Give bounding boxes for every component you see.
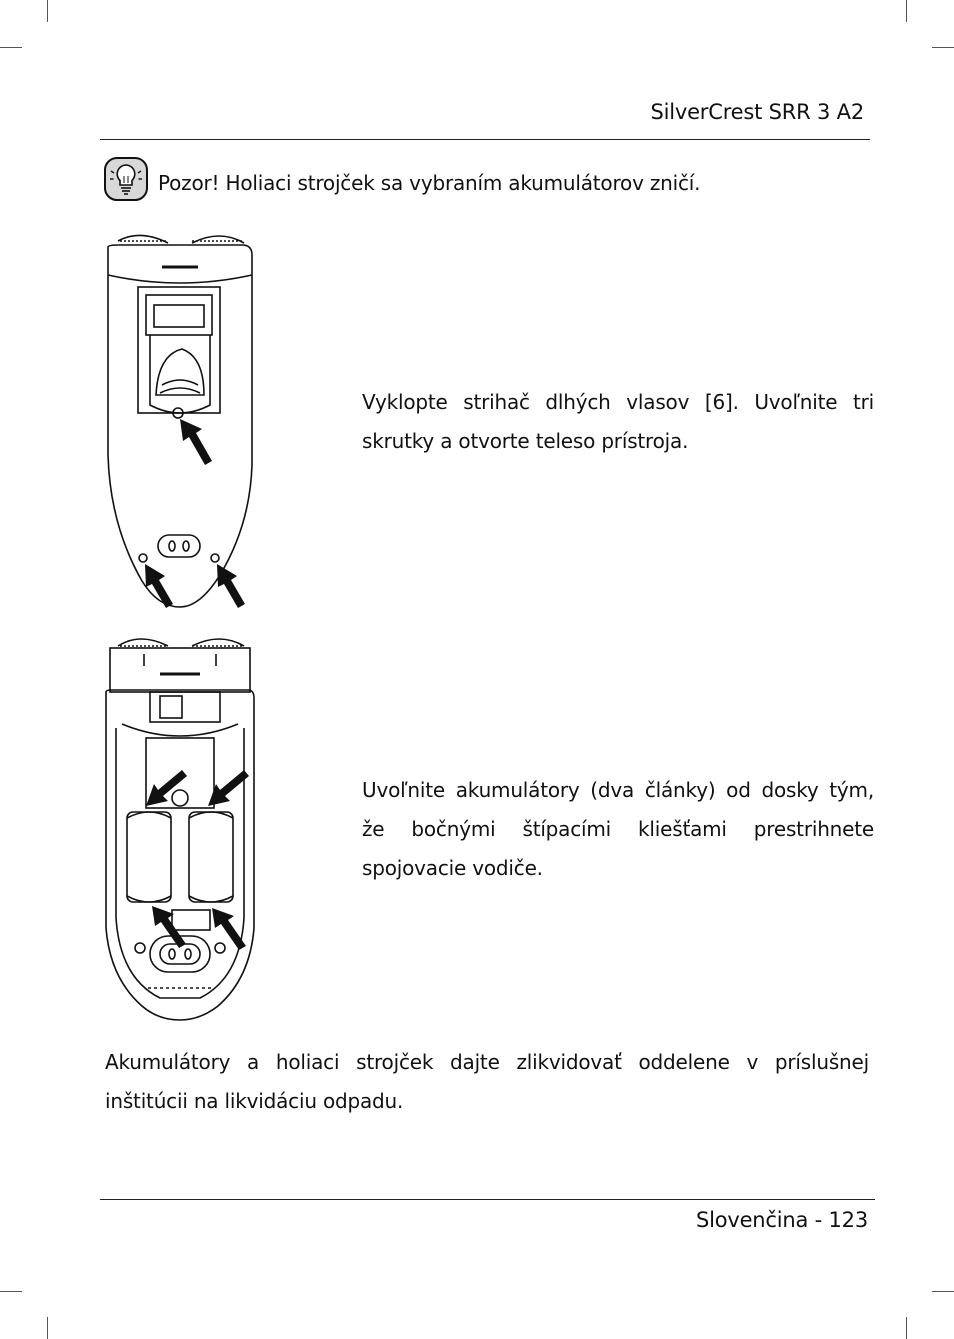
- lightbulb-icon: [104, 157, 148, 201]
- crop-mark: [47, 0, 48, 22]
- footer-language: Slovenčina: [695, 1208, 809, 1232]
- shaver-screws-illustration: [100, 225, 260, 615]
- crop-mark: [932, 47, 954, 48]
- footer-separator: -: [808, 1208, 829, 1232]
- page-footer: [696, 1208, 868, 1232]
- crop-mark: [906, 1317, 907, 1339]
- step-1-text: Vyklopte strihač dlhých vlasov [6]. Uvoľnite tri skrutky a otvorte teleso prístroja.: [362, 390, 874, 453]
- crop-mark: [932, 1291, 954, 1292]
- closing-text: Akumulátory a holiaci strojček dajte zlikvidovať oddelene v príslušnej inštitúcii na likvidáciu odpadu.: [105, 1050, 869, 1113]
- page-number: 123: [828, 1208, 868, 1232]
- crop-mark: [0, 47, 22, 48]
- footer-divider: [100, 1199, 875, 1200]
- crop-mark: [0, 1291, 22, 1292]
- shaver-batteries-illustration: [100, 628, 260, 1023]
- crop-mark: [47, 1317, 48, 1339]
- crop-mark: [906, 0, 907, 22]
- header-divider: [100, 139, 870, 140]
- step-2-text: Uvoľnite akumulátory (dva články) od dosky tým, že bočnými štípacími kliešťami prestrihnete spojovacie vodiče.: [362, 778, 874, 880]
- warning-text: Pozor! Holiaci strojček sa vybraním akumulátorov zničí.: [158, 171, 701, 195]
- page-header-title: SilverCrest SRR 3 A2: [650, 100, 864, 124]
